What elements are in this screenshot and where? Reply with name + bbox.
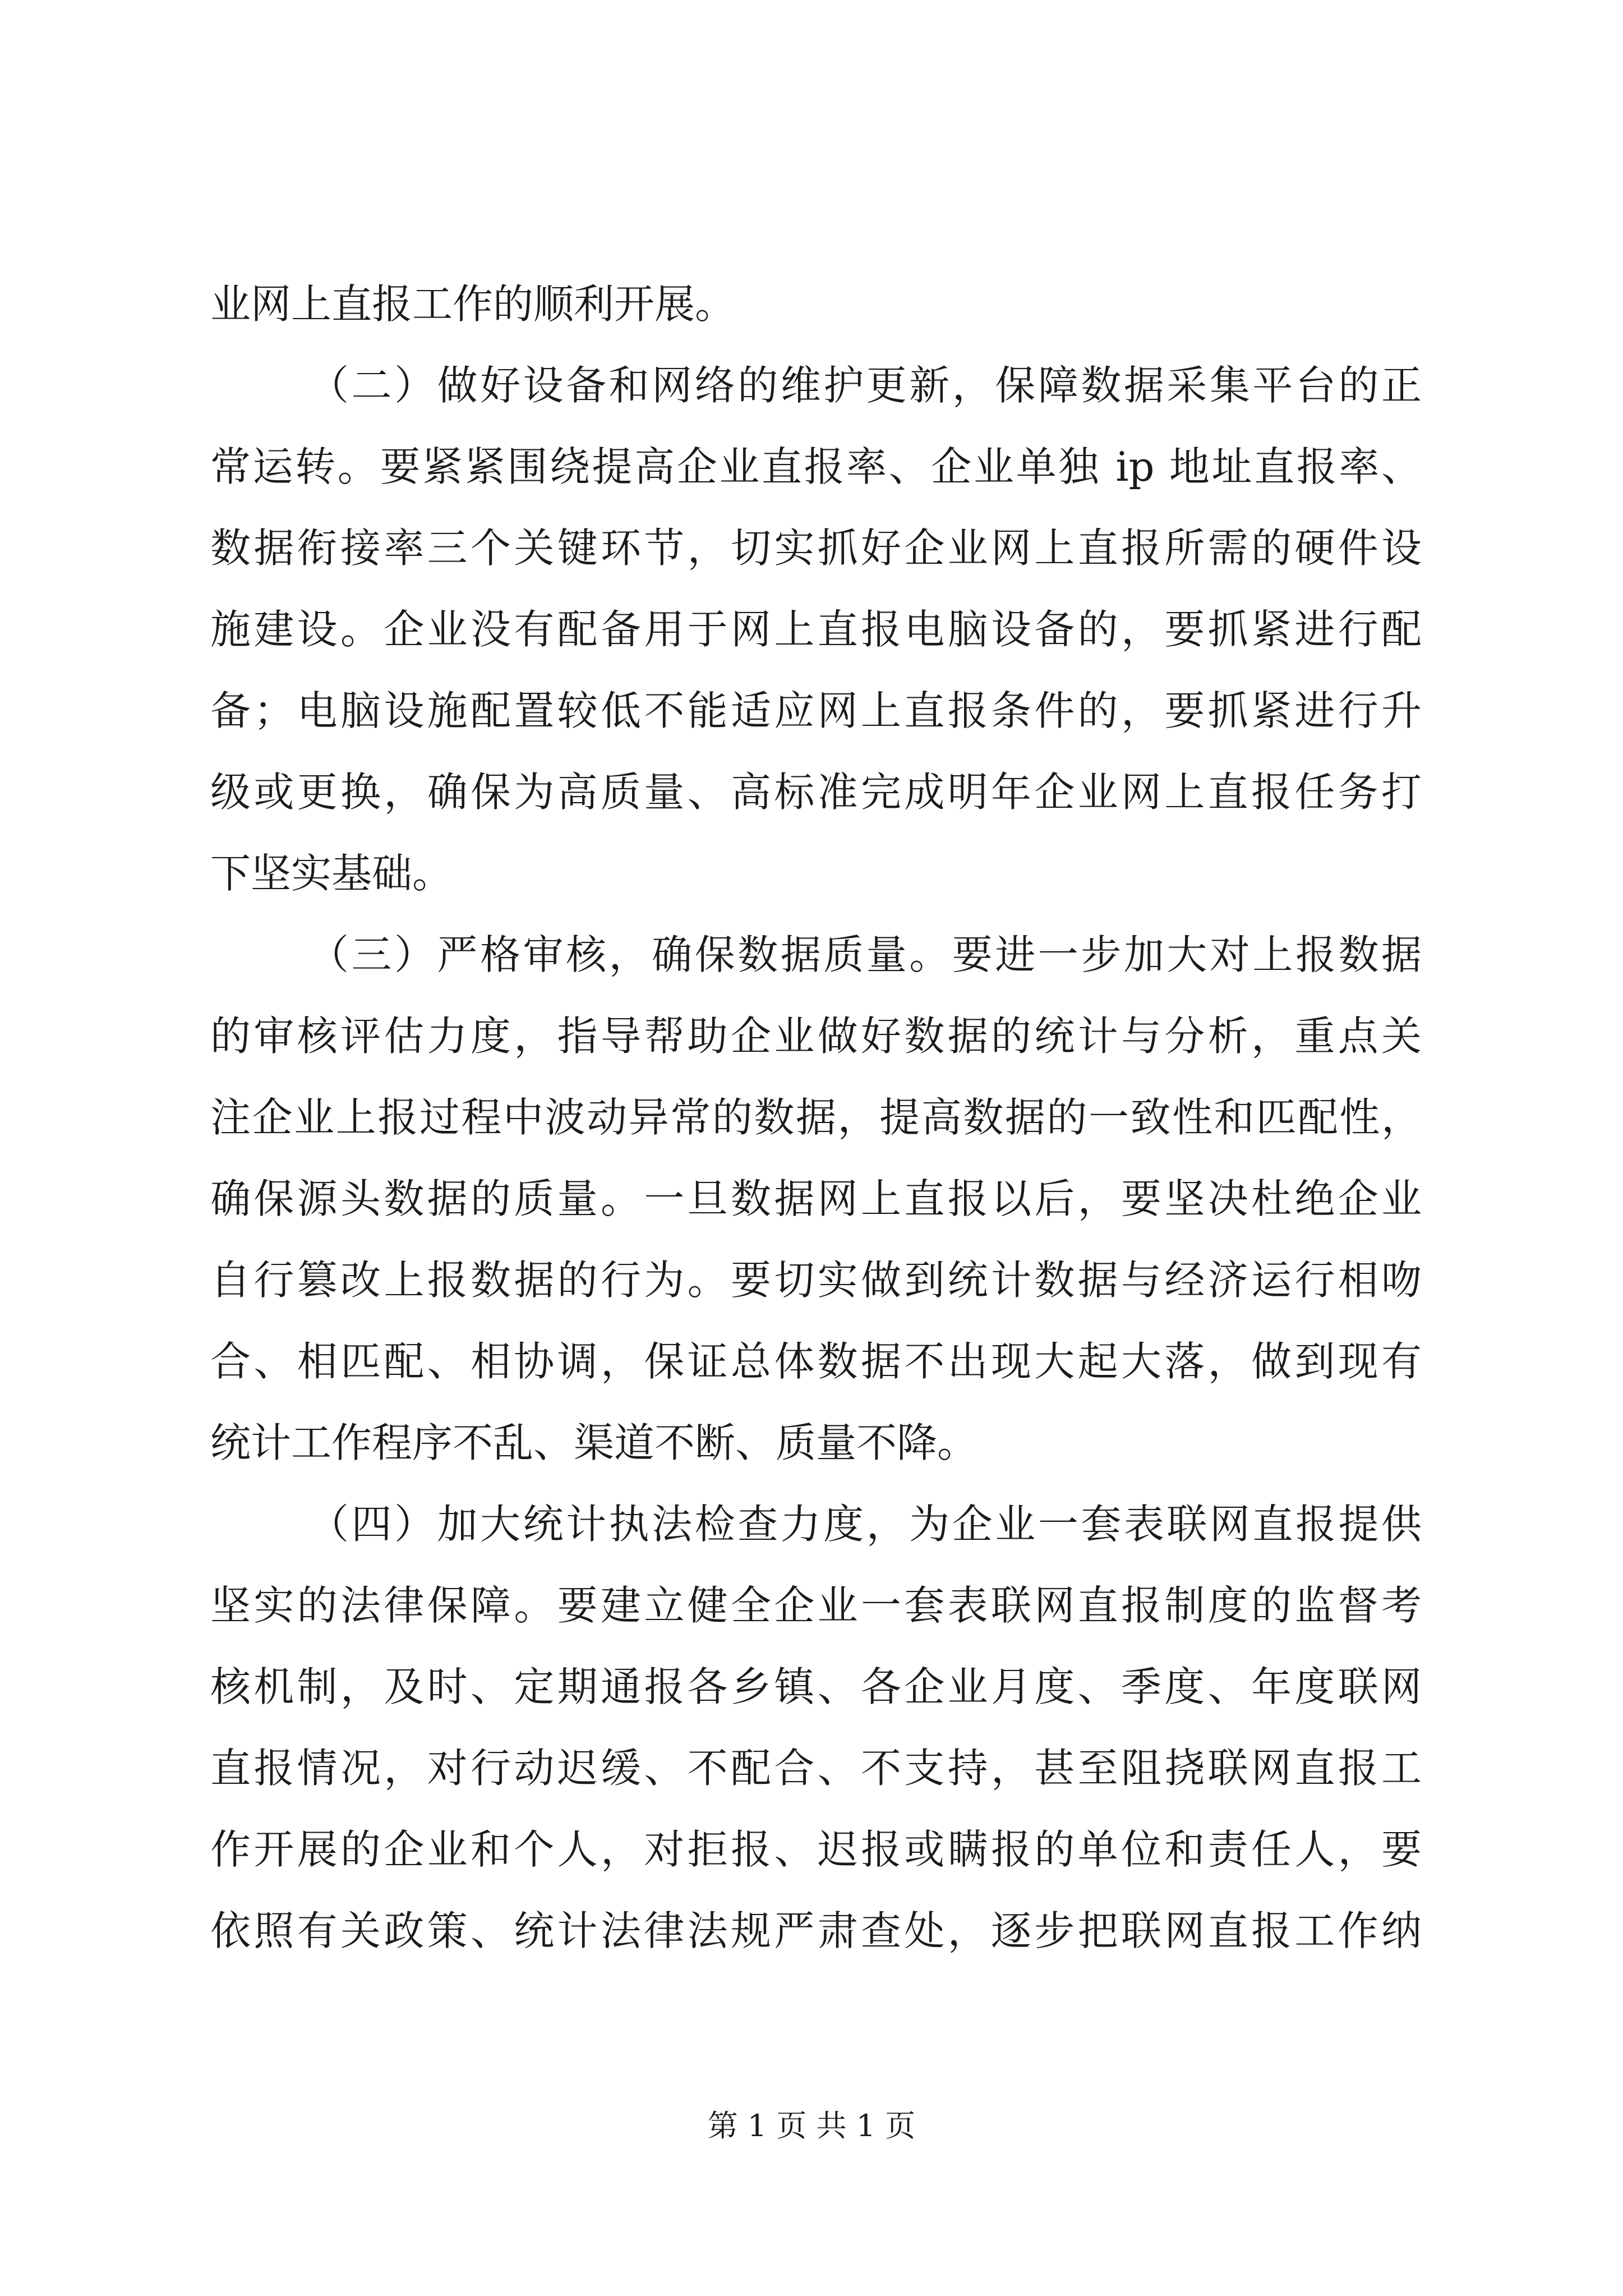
text-line: 的审核评估力度，指导帮助企业做好数据的统计与分析，重点关 — [210, 1013, 1422, 1060]
text-line: （四）加大统计执法检查力度，为企业一套表联网直报提供 — [308, 1501, 1422, 1548]
text-line: 确保源头数据的质量。一旦数据网上直报以后，要坚决杜绝企业 — [210, 1175, 1422, 1222]
text-line: （二）做好设备和网络的维护更新，保障数据采集平台的正 — [308, 362, 1422, 409]
text-line: 级或更换，确保为高质量、高标准完成明年企业网上直报任务打 — [210, 769, 1422, 816]
text-line: 直报情况，对行动迟缓、不配合、不支持，甚至阻挠联网直报工 — [210, 1745, 1422, 1792]
text-line: （三）严格审核，确保数据质量。要进一步加大对上报数据 — [308, 931, 1422, 978]
text-line: 自行篡改上报数据的行为。要切实做到统计数据与经济运行相吻 — [210, 1257, 1422, 1304]
text-line: 下坚实基础。 — [210, 850, 453, 897]
document-body — [210, 264, 1422, 1972]
text-line: 核机制，及时、定期通报各乡镇、各企业月度、季度、年度联网 — [210, 1663, 1422, 1710]
text-line: 数据衔接率三个关键环节，切实抓好企业网上直报所需的硬件设 — [210, 524, 1422, 572]
text-line: 依照有关政策、统计法律法规严肃查处，逐步把联网直报工作纳 — [210, 1907, 1422, 1954]
text-line: 统计工作程序不乱、渠道不断、质量不降。 — [210, 1419, 978, 1466]
text-line: 施建设。企业没有配备用于网上直报电脑设备的，要抓紧进行配 — [210, 606, 1422, 653]
text-line: 作开展的企业和个人，对拒报、迟报或瞒报的单位和责任人，要 — [210, 1826, 1422, 1873]
text-line: 业网上直报工作的顺利开展。 — [210, 280, 736, 328]
text-line: 坚实的法律保障。要建立健全企业一套表联网直报制度的监督考 — [210, 1582, 1422, 1629]
text-line: 常运转。要紧紧围绕提高企业直报率、企业单独 ip 地址直报率、 — [210, 443, 1422, 490]
text-line: 合、相匹配、相协调，保证总体数据不出现大起大落，做到现有 — [210, 1338, 1422, 1385]
text-line: 注企业上报过程中波动异常的数据，提高数据的一致性和匹配性， — [210, 1094, 1422, 1141]
page-footer: 第 1 页 共 1 页 — [707, 2108, 916, 2143]
text-line: 备；电脑设施配置较低不能适应网上直报条件的，要抓紧进行升 — [210, 687, 1422, 734]
